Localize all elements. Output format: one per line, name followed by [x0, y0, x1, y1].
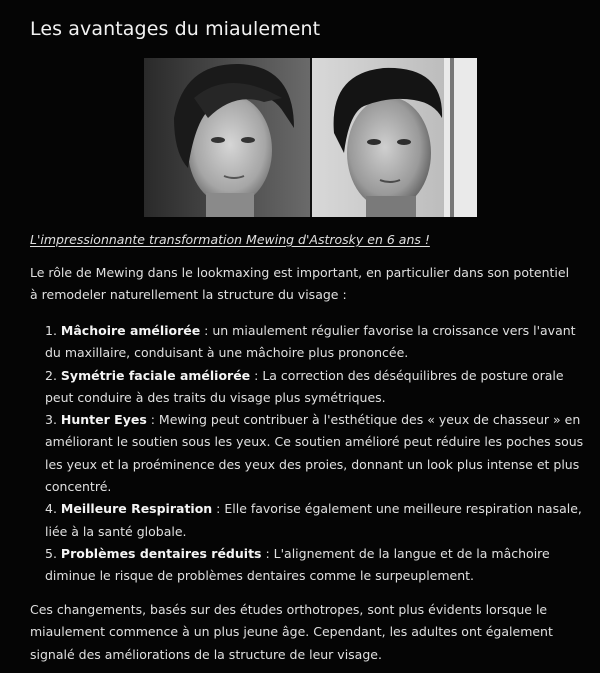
list-item: 4. Meilleure Respiration : Elle favorise également une meilleure respiration nasale, liée à la santé globale.: [45, 501, 582, 539]
list-item: 3. Hunter Eyes : Mewing peut contribuer à l'esthétique des « yeux de chasseur » en améliorant le soutien sous les yeux. Ce soutien amélioré peut réduire les poches sous les yeux et la proéminence des yeux des proies, donnant un look plus intense et plus concentré.: [45, 412, 584, 495]
benefits-list: [45, 320, 585, 588]
benefit-term: Meilleure Respiration: [60, 501, 213, 517]
benefit-term: Symétrie faciale améliorée: [60, 367, 251, 383]
benefit-term: Mâchoire améliorée: [60, 323, 201, 338]
intro-paragraph: Le rôle de Mewing dans le lookmaxing est important, en particulier dans son potentiel à remodeler naturellement la structure du visage :: [30, 265, 570, 302]
benefit-term: Problèmes dentaires réduits: [60, 545, 262, 561]
list-item: 2. Symétrie faciale améliorée : La correction des déséquilibres de posture orale peut conduire à des traits du visage plus symétriques.: [45, 367, 564, 405]
list-item: 5. Problèmes dentaires réduits : L'alignement de la langue et de la mâchoire diminue le risque de problèmes dentaires comme le surpeuplement.: [45, 545, 550, 584]
after-portrait: [312, 58, 477, 217]
photo-caption-link[interactable]: L'impressionnante transformation Mewing d'Astrosky en 6 ans !: [30, 232, 430, 247]
before-portrait: [144, 58, 310, 217]
before-after-photo: [144, 58, 477, 217]
benefit-term: Hunter Eyes: [60, 412, 147, 428]
section-heading: Les avantages du miaulement: [30, 18, 321, 40]
list-item: 1. Mâchoire améliorée : un miaulement régulier favorise la croissance vers l'avant du maxillaire, conduisant à une mâchoire plus prononcée.: [45, 323, 576, 361]
closing-paragraph: Ces changements, basés sur des études orthotropes, sont plus évidents lorsque le miaulement commence à un plus jeune âge. Cependant, les adultes ont également signalé des améliorations de la structure de leur visage.: [30, 602, 553, 662]
